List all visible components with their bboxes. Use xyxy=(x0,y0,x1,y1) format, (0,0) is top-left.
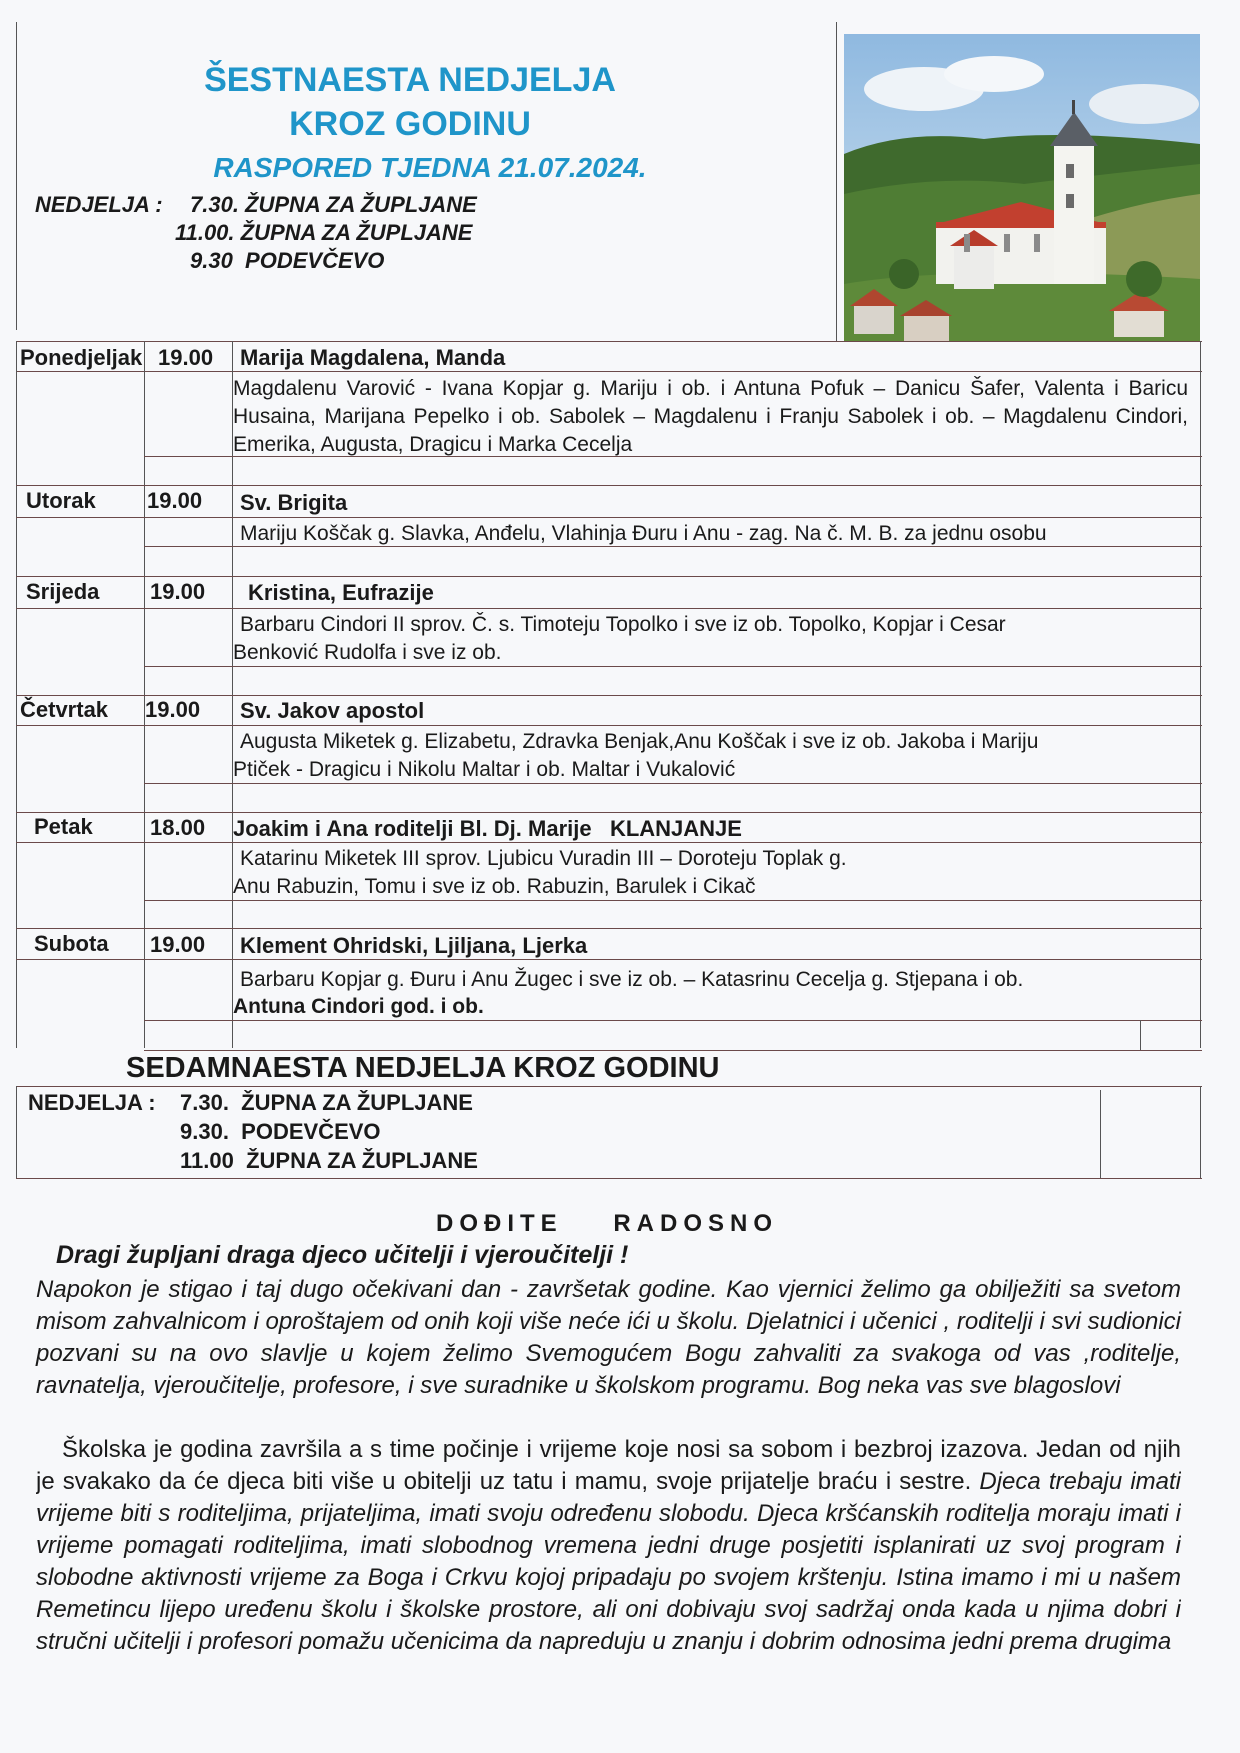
letter-paragraph-2-upright: Školska je godina završila a s time počinje i vrijeme koje nosi sa sobom i bezbroj izazova. Jedan od njih je svakako da će djeca biti više u obitelji uz tatu i mamu, svoje prijatelje braću i sestre. xyxy=(36,1436,1181,1495)
sunday-mass-2: 11.00. ŽUPNA ZA ŽUPLJANE xyxy=(175,220,473,245)
day-monday: Ponedjeljak xyxy=(20,345,143,370)
sunday-label: NEDJELJA : xyxy=(35,192,163,217)
letter-paragraph-2-italic: Djeca trebaju imati vrijeme biti s roditeljima, prijateljima, imati svoju određenu slobodu. Djeca kršćanskih roditelja moraju imati i vrijeme pomagati roditeljima, imati slobodnog vremena jedni druge posjetiti isplanirati uz svoj program i slobodne aktivnosti vrijeme za Boga i Crkvu kojoj pripadaju po svojem krštenju. Istina imamo i mi u našem Remetincu lijepo uređenu školu i školske prostore, ali oni dobivaju svoj sadržaj onda kada u njima dobri i stručni učitelji i profesori pomažu učenicima da napreduju u znanju i dobrim odnosima jedni prema drugima xyxy=(36,1468,1181,1655)
sunday-mass-3: 9.30 PODEVČEVO xyxy=(190,248,385,273)
day-tuesday: Utorak xyxy=(26,488,96,513)
next-sunday-mass-2: 9.30. PODEVČEVO xyxy=(180,1119,381,1144)
next-sunday-mass-3: 11.00 ŽUPNA ZA ŽUPLJANE xyxy=(180,1148,478,1173)
intentions-tuesday: Mariju Koščak g. Slavka, Anđelu, Vlahinja Đuru i Anu - zag. Na č. M. B. za jednu osobu xyxy=(240,522,1047,545)
intentions-saturday-1: Barbaru Kopjar g. Đuru i Anu Žugec i sve iz ob. – Katasrinu Cecelja g. Stjepana i ob. xyxy=(240,968,1024,991)
next-sunday-mass-1: 7.30. ŽUPNA ZA ŽUPLJANE xyxy=(180,1090,473,1115)
intentions-monday: Magdalenu Varović - Ivana Kopjar g. Mariju i ob. i Antuna Pofuk – Danicu Šafer, Valenta i Baricu Husaina, Marijana Pepelko i ob. Sabolek – Magdalenu i Franju Sabolek i ob. – Magdalenu Cindori, Emerika, Augusta, Dragicu i Marka Cecelja xyxy=(233,377,1188,456)
title-line-1: ŠESTNAESTA NEDJELJA xyxy=(204,61,616,99)
day-thursday: Četvrtak xyxy=(20,697,109,722)
intentions-wednesday-2: Benković Rudolfa i sve iz ob. xyxy=(233,641,502,664)
time-tuesday: 19.00 xyxy=(147,488,203,513)
saint-saturday: Klement Ohridski, Ljiljana, Ljerka xyxy=(240,933,588,958)
day-saturday: Subota xyxy=(34,931,109,956)
intentions-friday-1: Katarinu Miketek III sprov. Ljubicu Vuradin III – Doroteju Toplak g. xyxy=(240,847,847,870)
saint-wednesday: Kristina, Eufrazije xyxy=(248,580,434,605)
time-thursday: 19.00 xyxy=(145,697,201,722)
sunday-mass-1: 7.30. ŽUPNA ZA ŽUPLJANE xyxy=(190,192,477,217)
next-sunday-title: SEDAMNAESTA NEDJELJA KROZ GODINU xyxy=(126,1052,720,1084)
schedule-subtitle: RASPORED TJEDNA 21.07.2024. xyxy=(213,152,647,183)
page-title xyxy=(150,58,670,146)
intentions-saturday-2: Antuna Cindori god. i ob. xyxy=(233,995,484,1018)
time-saturday: 19.00 xyxy=(150,932,206,957)
intentions-friday-2: Anu Rabuzin, Tomu i sve iz ob. Rabuzin, Barulek i Cikač xyxy=(233,875,756,898)
time-wednesday: 19.00 xyxy=(150,579,206,604)
intentions-thursday-2: Ptiček - Dragicu i Nikolu Maltar i ob. Maltar i Vukalović xyxy=(233,758,736,781)
time-friday: 18.00 xyxy=(150,815,206,840)
day-friday: Petak xyxy=(34,814,93,839)
letter-paragraph-2 xyxy=(36,1434,1181,1734)
intentions-wednesday-1: Barbaru Cindori II sprov. Č. s. Timoteju Topolko i sve iz ob. Topolko, Kopjar i Cesar xyxy=(240,613,1006,636)
next-sunday-label: NEDJELJA : xyxy=(28,1090,156,1115)
letter-greeting: Dragi župljani draga djeco učitelji i vjeroučitelji ! xyxy=(56,1241,629,1269)
saint-tuesday: Sv. Brigita xyxy=(240,490,348,515)
saint-monday: Marija Magdalena, Manda xyxy=(240,345,506,370)
time-monday: 19.00 xyxy=(158,345,214,370)
letter-paragraph-1: Napokon je stigao i taj dugo očekivani dan - završetak godine. Kao vjernici želimo ga obilježiti sa svetom misom zahvalnicom i oproštajem od onih koji više neće ići u školu. Djelatnici i učenici , roditelji i svi sudionici pozvani su na ovo slavlje u kojem želimo Svemogućem Bogu zahvaliti za svakoga od vas ,roditelje, ravnatelja, vjeroučitelje, profesore, i sve suradnike u školskom programu. Bog neka vas sve blagoslovi xyxy=(36,1276,1181,1399)
saint-friday: Joakim i Ana roditelji Bl. Dj. Marije KLANJANJE xyxy=(233,816,742,841)
saint-thursday: Sv. Jakov apostol xyxy=(240,698,425,723)
title-line-2: KROZ GODINU xyxy=(289,105,531,143)
church-photo xyxy=(844,34,1200,341)
intentions-thursday-1: Augusta Miketek g. Elizabetu, Zdravka Benjak,Anu Koščak i sve iz ob. Jakoba i Mariju xyxy=(240,730,1039,753)
letter-heading: DOĐITE RADOSNO xyxy=(436,1210,779,1237)
day-wednesday: Srijeda xyxy=(26,579,100,604)
